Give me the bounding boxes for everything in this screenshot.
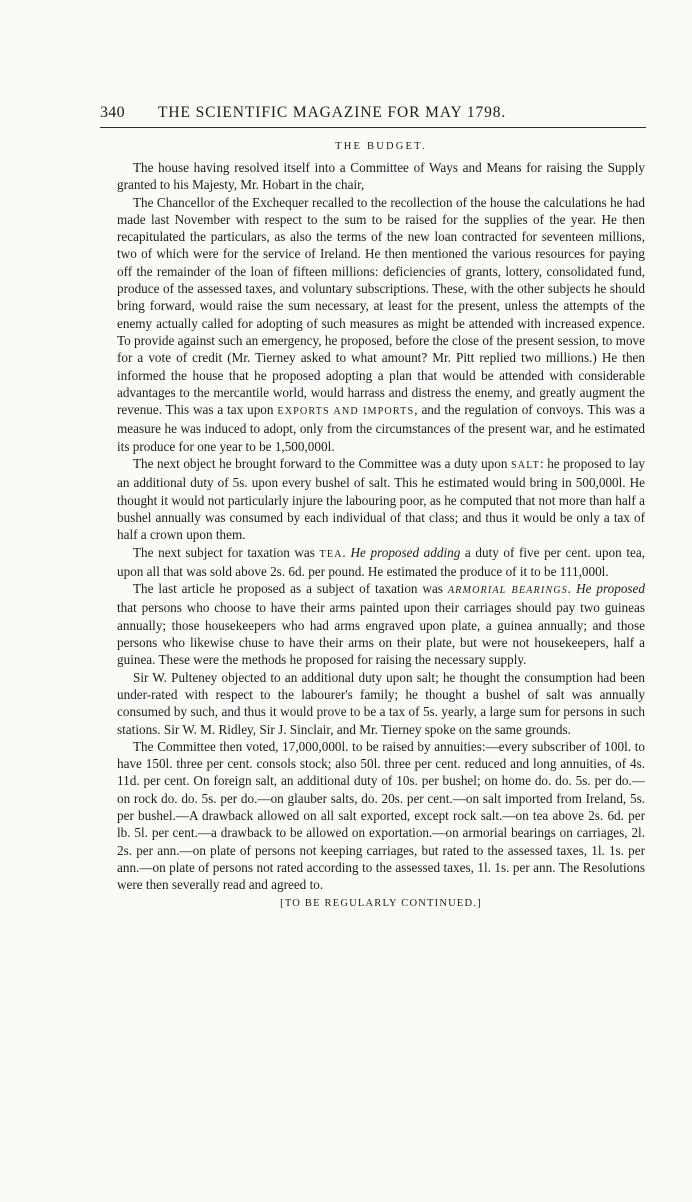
paragraph-4-text-b: a duty of five per cent. upon tea, upon all that was sold above 2s. 6d. per pound. He estimated the produce of it to be 111,000l. (117, 544, 645, 579)
paragraph-1: The house having resolved itself into a Committee of Ways and Means for raising the Supply granted to his Majesty, Mr. Hobart in the chair, (117, 160, 645, 193)
tea-term: TEA (319, 548, 343, 560)
page-number: 340 (100, 104, 125, 121)
page-header (100, 104, 645, 122)
running-title: THE SCIENTIFIC MAGAZINE FOR MAY 1798. (158, 104, 507, 121)
paragraph-7: The Committee then voted, 17,000,000l. to be raised by annuities:—every subscriber of 100l. to have 150l. three per cent. consols stock; also 50l. three per cent. reduced and long annuities, of 4s. 11d. per cent. On foreign salt, an additional duty of 10s. per bushel; on home do. do. 5s. per do.—on rock do. do. 5s. per do.—on glauber salts, do. 20s. per cent.—on salt imported from Ireland, 5s. per bushel.—A drawback allowed on all salt exported, except rock salt.—on tea above 2s. 6d. per lb. 5l. per cent.—a drawback to be allowed on exportation.—on armorial bearings on carriages, 2l. 2s. per ann.—on plate of persons not keeping carriages, but rated to the assessed taxes, 1l. 1s. per ann.—on plate of persons not rated according to the assessed taxes, 1l. 1s. per ann. The Resolutions were then severally read and agreed to. (117, 738, 645, 893)
paragraph-2 (117, 194, 645, 455)
article-budget (117, 139, 645, 913)
paragraph-3 (117, 455, 645, 543)
armorial-bearings-term: ARMORIAL BEARINGS (447, 585, 568, 597)
paragraph-4-italic: . He proposed adding (342, 544, 461, 560)
paragraph-5-text-b: that persons who choose to have their arms painted upon their carriages should pay two guineas annually; those housekeepers who had arms engraved upon plate, a guinea annually; and those persons who likewise chuse to have their arms on their plate, but were not housekeepers, half a guinea. These were the methods he proposed for raising the necessary supply. (117, 600, 645, 668)
exports-imports-term: EXPORTS AND IMPORTS (277, 406, 415, 418)
paragraph-4 (117, 544, 645, 581)
paragraph-5-italic: . He proposed (567, 581, 645, 597)
paragraph-3-text-a: The next object he brought forward to the Committee was a duty upon (133, 456, 508, 472)
paragraph-6: Sir W. Pulteney objected to an additional duty upon salt; he thought the consumption had been under-rated with respect to the labourer's family; he thought a bushel of salt was annually consumed by such, and thus it would prove to be a tax of 5s. yearly, a large sum for persons in such stations. Sir W. M. Ridley, Sir J. Sinclair, and Mr. Tierney spoke on the same grounds. (117, 669, 645, 737)
paragraph-3-text-b: : he proposed to lay an additional duty of 5s. upon every bushel of salt. This he estimated would bring in 500,000l. He thought it would not particularly injure the labouring poor, as he computed that not more than half a bushel annually was consumed by each individual of that class; and thus it would be only a tax of half a crown upon them. (117, 456, 646, 543)
paragraph-5 (117, 580, 645, 668)
salt-term: SALT (511, 460, 540, 472)
article-title: THE BUDGET. (335, 141, 427, 152)
paragraph-2-text-a: The Chancellor of the Exchequer recalled to the recollection of the house the calculations he had made last November with respect to the sum to be raised for the supplies of the year. He then recapitulated the particulars, as also the terms of the new loan contracted for seventeen millions, two of which were for the service of Ireland. He then mentioned the various resources for paying off the remainder of the loan of fifteen millions: deficiencies of grants, lottery, consolidated fund, produce of the assessed taxes, and voluntary subscriptions. These, with the other subjects he should bring forward, would raise the sum necessary, at least for the present, unless the attempts of the enemy actually called for adopting of such measures as might be attended with increased expence. To provide against such an emergency, he proposed, before the close of the present session, to move for a vote of credit (Mr. Tierney asked to what amount? Mr. Pitt replied two millions.) He then informed the house that he proposed adopting a plan that would be attended with considerable advantages to the mercantile world, would harrass and distress the enemy, and greatly augment the revenue. This was a tax upon (117, 194, 645, 418)
paragraph-5-text-a: The last article he proposed as a subject of taxation was (133, 581, 443, 597)
continued-note: [TO BE REGULARLY CONTINUED.] (280, 898, 482, 910)
paragraph-4-text-a: The next subject for taxation was (133, 544, 315, 560)
paragraph-2-text-b: , and the regulation of convoys. This was a measure he was induced to adopt, only from the circumstances of the present war, and he estimated its produce for one year to be 1,500,000l. (117, 402, 646, 454)
header-rule (100, 127, 646, 128)
